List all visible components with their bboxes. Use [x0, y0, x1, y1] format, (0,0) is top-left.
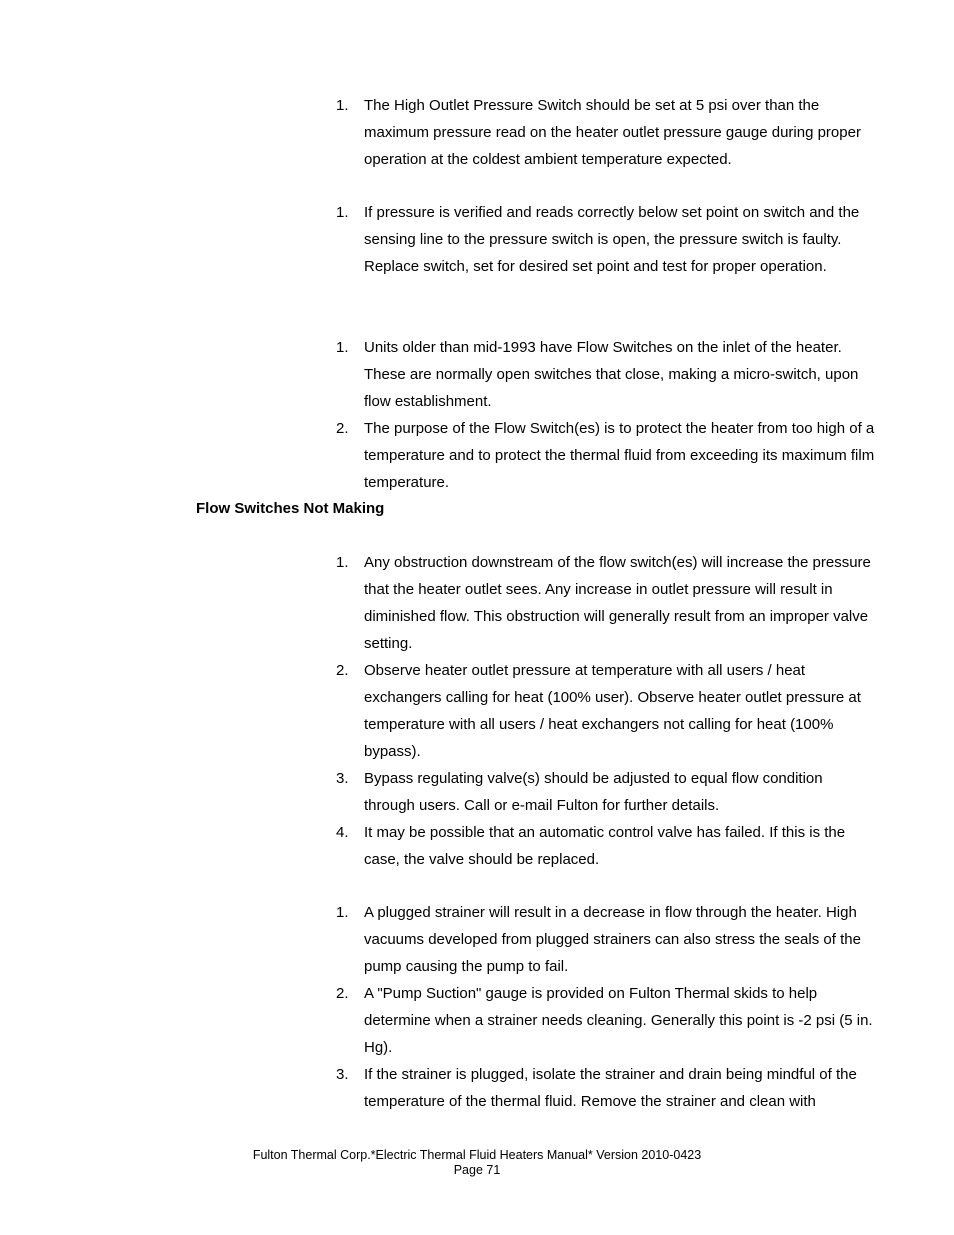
list-obstruction-steps	[336, 549, 876, 873]
list-item	[336, 765, 876, 819]
page-footer	[0, 1148, 954, 1178]
list-item-number: 1.	[336, 339, 349, 356]
list-item	[336, 334, 876, 415]
list-item-number: 3.	[336, 770, 349, 787]
list-item-text: The High Outlet Pressure Switch should be set at 5 psi over than the maximum pressure read on the heater outlet pressure gauge during proper operation at the coldest ambient temperature expected.	[364, 97, 861, 168]
list-item-text: A plugged strainer will result in a decrease in flow through the heater. High vacuums developed from plugged strainers can also stress the seals of the pump causing the pump to fail.	[364, 904, 861, 975]
list-pressure-verified	[336, 199, 876, 280]
list-item	[336, 415, 876, 496]
list-item-text: Observe heater outlet pressure at temperature with all users / heat exchangers calling for heat (100% user). Observe heater outlet pressure at temperature with all users / heat exchangers not calling for heat (100% bypass).	[364, 662, 861, 760]
list-item	[336, 199, 876, 280]
list-item	[336, 549, 876, 657]
list-item-text: Any obstruction downstream of the flow switch(es) will increase the pressure that the heater outlet sees. Any increase in outlet pressure will result in diminished flow. This obstruction will generally result from an improper valve setting.	[364, 554, 871, 652]
list-flow-switches-info	[336, 334, 876, 496]
list-item-number: 1.	[336, 204, 349, 221]
list-item-number: 2.	[336, 662, 349, 679]
list-item	[336, 657, 876, 765]
list-high-outlet-pressure-switch	[336, 92, 876, 173]
list-item	[336, 899, 876, 980]
list-item-text: If pressure is verified and reads correctly below set point on switch and the sensing line to the pressure switch is open, the pressure switch is faulty. Replace switch, set for desired set point and test for proper operation.	[364, 204, 860, 275]
list-item-number: 1.	[336, 97, 349, 114]
list-item-text: If the strainer is plugged, isolate the strainer and drain being mindful of the temperature of the thermal fluid. Remove the strainer and clean with	[364, 1066, 857, 1110]
list-item-number: 2.	[336, 420, 349, 437]
list-item	[336, 1061, 876, 1115]
list-item-number: 1.	[336, 554, 349, 571]
footer-page-number: Page 71	[453, 1163, 501, 1177]
list-item	[336, 92, 876, 173]
list-item	[336, 819, 876, 873]
list-item-number: 1.	[336, 904, 349, 921]
section-heading: Flow Switches Not Making	[196, 500, 385, 517]
list-item-text: It may be possible that an automatic control valve has failed. If this is the case, the valve should be replaced.	[364, 824, 846, 868]
footer-manual-title: Fulton Thermal Corp.*Electric Thermal Fluid Heaters Manual* Version 2010-0423	[252, 1148, 702, 1162]
list-plugged-strainer-steps	[336, 899, 876, 1115]
list-item-text: Units older than mid-1993 have Flow Switches on the inlet of the heater. These are normally open switches that close, making a micro-switch, upon flow establishment.	[364, 339, 859, 410]
list-item	[336, 980, 876, 1061]
list-item-number: 2.	[336, 985, 349, 1002]
list-item-number: 4.	[336, 824, 349, 841]
list-item-text: A "Pump Suction" gauge is provided on Fulton Thermal skids to help determine when a strainer needs cleaning. Generally this point is -2 psi (5 in. Hg).	[364, 985, 873, 1056]
list-item-number: 3.	[336, 1066, 349, 1083]
list-item-text: The purpose of the Flow Switch(es) is to protect the heater from too high of a temperature and to protect the thermal fluid from exceeding its maximum film temperature.	[364, 420, 875, 491]
list-item-text: Bypass regulating valve(s) should be adjusted to equal flow condition through users. Call or e-mail Fulton for further details.	[364, 770, 823, 814]
